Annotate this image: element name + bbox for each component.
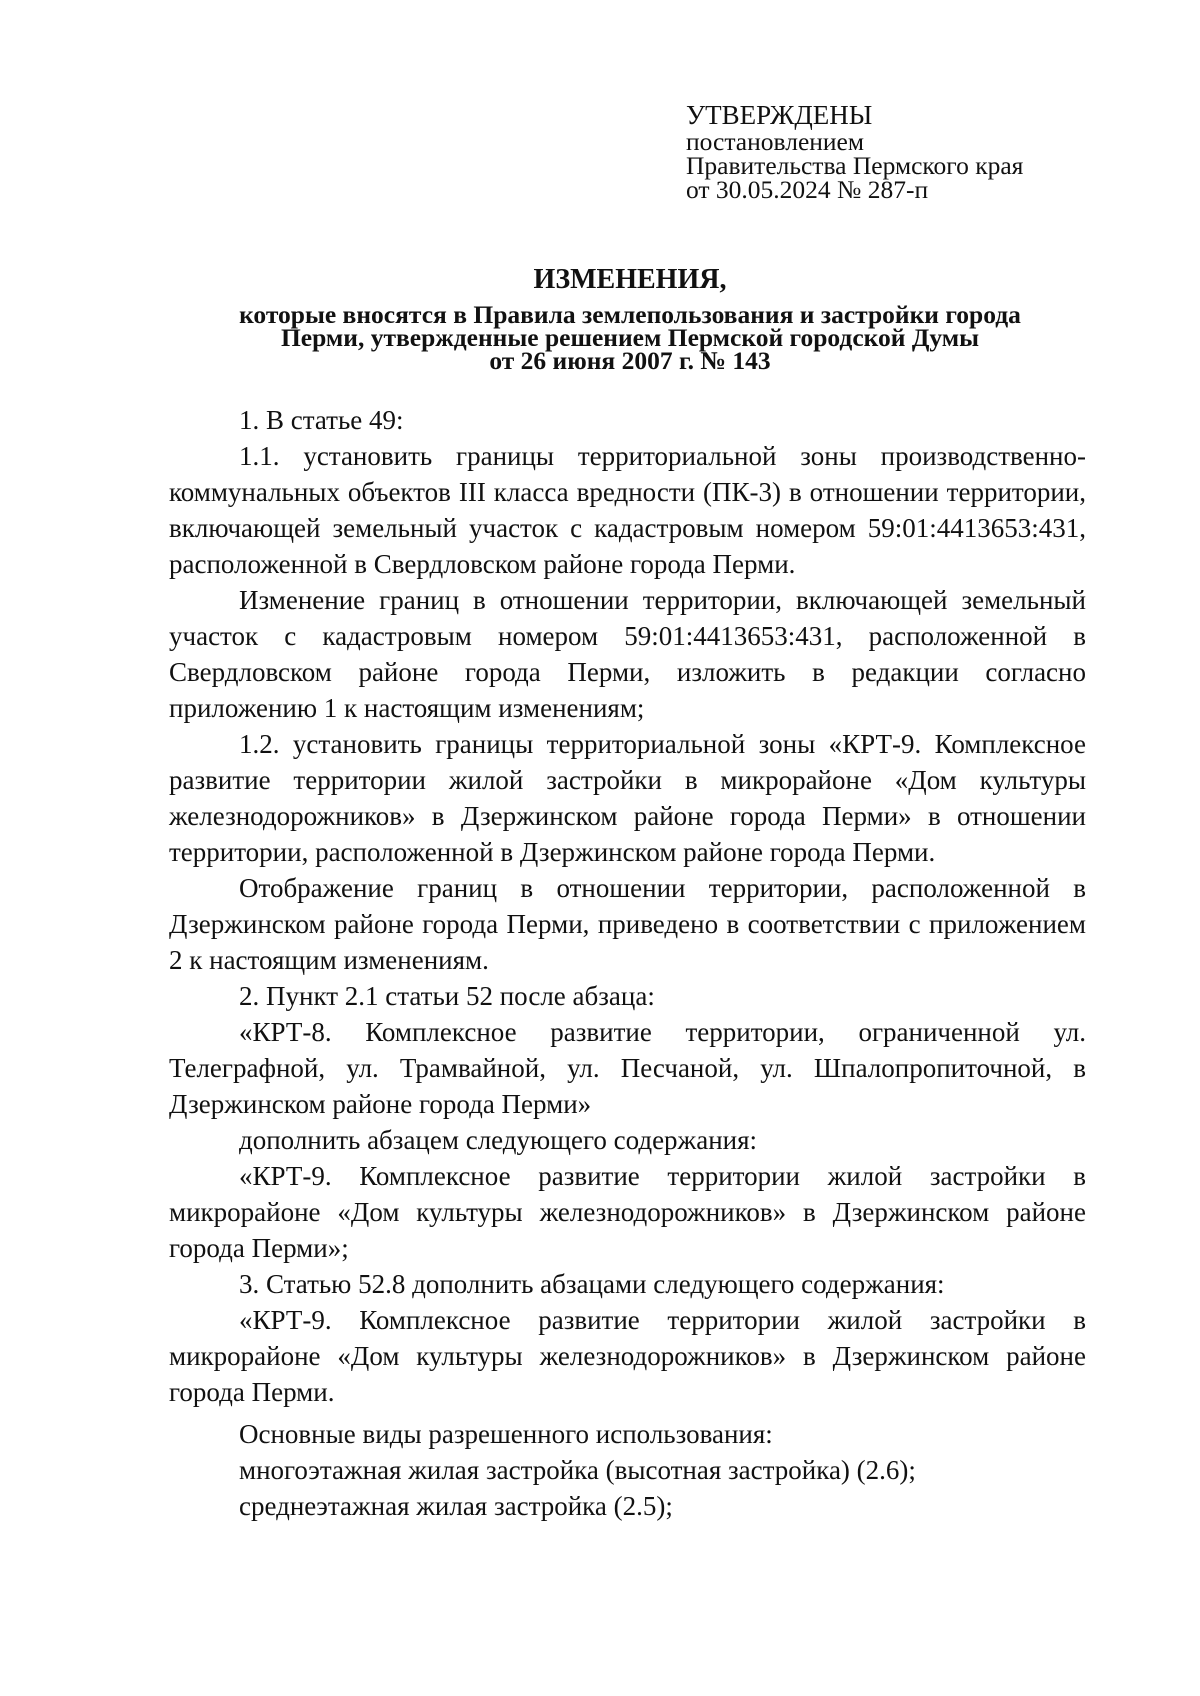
paragraph: 1.1. установить границы территориальной зоны производственно-коммунальных объектов III класса вредности (ПК-3) в отношении территории, включающей земельный участок с кадастровым номером 59:01:4413653:431, расположенной в Свердловском районе города Перми. (169, 441, 1086, 579)
paragraph: 2. Пункт 2.1 статьи 52 после абзаца: (239, 981, 655, 1011)
paragraph: 1. В статье 49: (239, 405, 404, 435)
paragraph: среднеэтажная жилая застройка (2.5); (239, 1491, 673, 1521)
subtitle-line: Перми, утвержденные решением Пермской городской Думы (280, 323, 980, 352)
paragraph: многоэтажная жилая застройка (высотная застройка) (2.6); (239, 1455, 916, 1485)
approval-heading: УТВЕРЖДЕНЫ (686, 100, 873, 130)
approval-block (686, 100, 1023, 202)
document-body (169, 402, 1086, 1524)
approval-line: Правительства Пермского края (686, 151, 1024, 180)
document-subtitle (170, 300, 1090, 375)
subtitle-line: которые вносятся в Правила землепользования и застройки города (239, 300, 1021, 329)
paragraph: Основные виды разрешенного использования: (239, 1419, 773, 1449)
paragraph: «КРТ-8. Комплексное развитие территории, ограниченной ул. Телеграфной, ул. Трамвайной, ул. Песчаной, ул. Шпалопропиточной, в Дзержинском районе города Перми» (169, 1017, 1086, 1119)
paragraph: Изменение границ в отношении территории, включающей земельный участок с кадастровым номером 59:01:4413653:431, расположенной в Свердловском районе города Перми, изложить в редакции согласно приложению 1 к настоящим изменениям; (169, 585, 1086, 723)
approval-line: постановлением (686, 127, 865, 156)
paragraph: дополнить абзацем следующего содержания: (239, 1125, 758, 1155)
paragraph: Отображение границ в отношении территории, расположенной в Дзержинском районе города Перми, приведено в соответствии с приложением 2 к настоящим изменениям. (169, 873, 1086, 975)
paragraph: 3. Статью 52.8 дополнить абзацами следующего содержания: (239, 1269, 945, 1299)
paragraph: «КРТ-9. Комплексное развитие территории жилой застройки в микрорайоне «Дом культуры железнодорожников» в Дзержинском районе города Перми. (169, 1305, 1086, 1407)
paragraph: «КРТ-9. Комплексное развитие территории жилой застройки в микрорайоне «Дом культуры железнодорожников» в Дзержинском районе города Перми»; (169, 1161, 1086, 1263)
paragraph: 1.2. установить границы территориальной зоны «КРТ-9. Комплексное развитие территории жилой застройки в микрорайоне «Дом культуры железнодорожников» в Дзержинском районе города Перми» в отношении территории, расположенной в Дзержинском районе города Перми. (169, 729, 1086, 867)
document-title: ИЗМЕНЕНИЯ, (533, 264, 727, 295)
approval-date-line: от 30.05.2024 № 287-п (686, 175, 929, 204)
subtitle-line: от 26 июня 2007 г. № 143 (489, 346, 771, 375)
